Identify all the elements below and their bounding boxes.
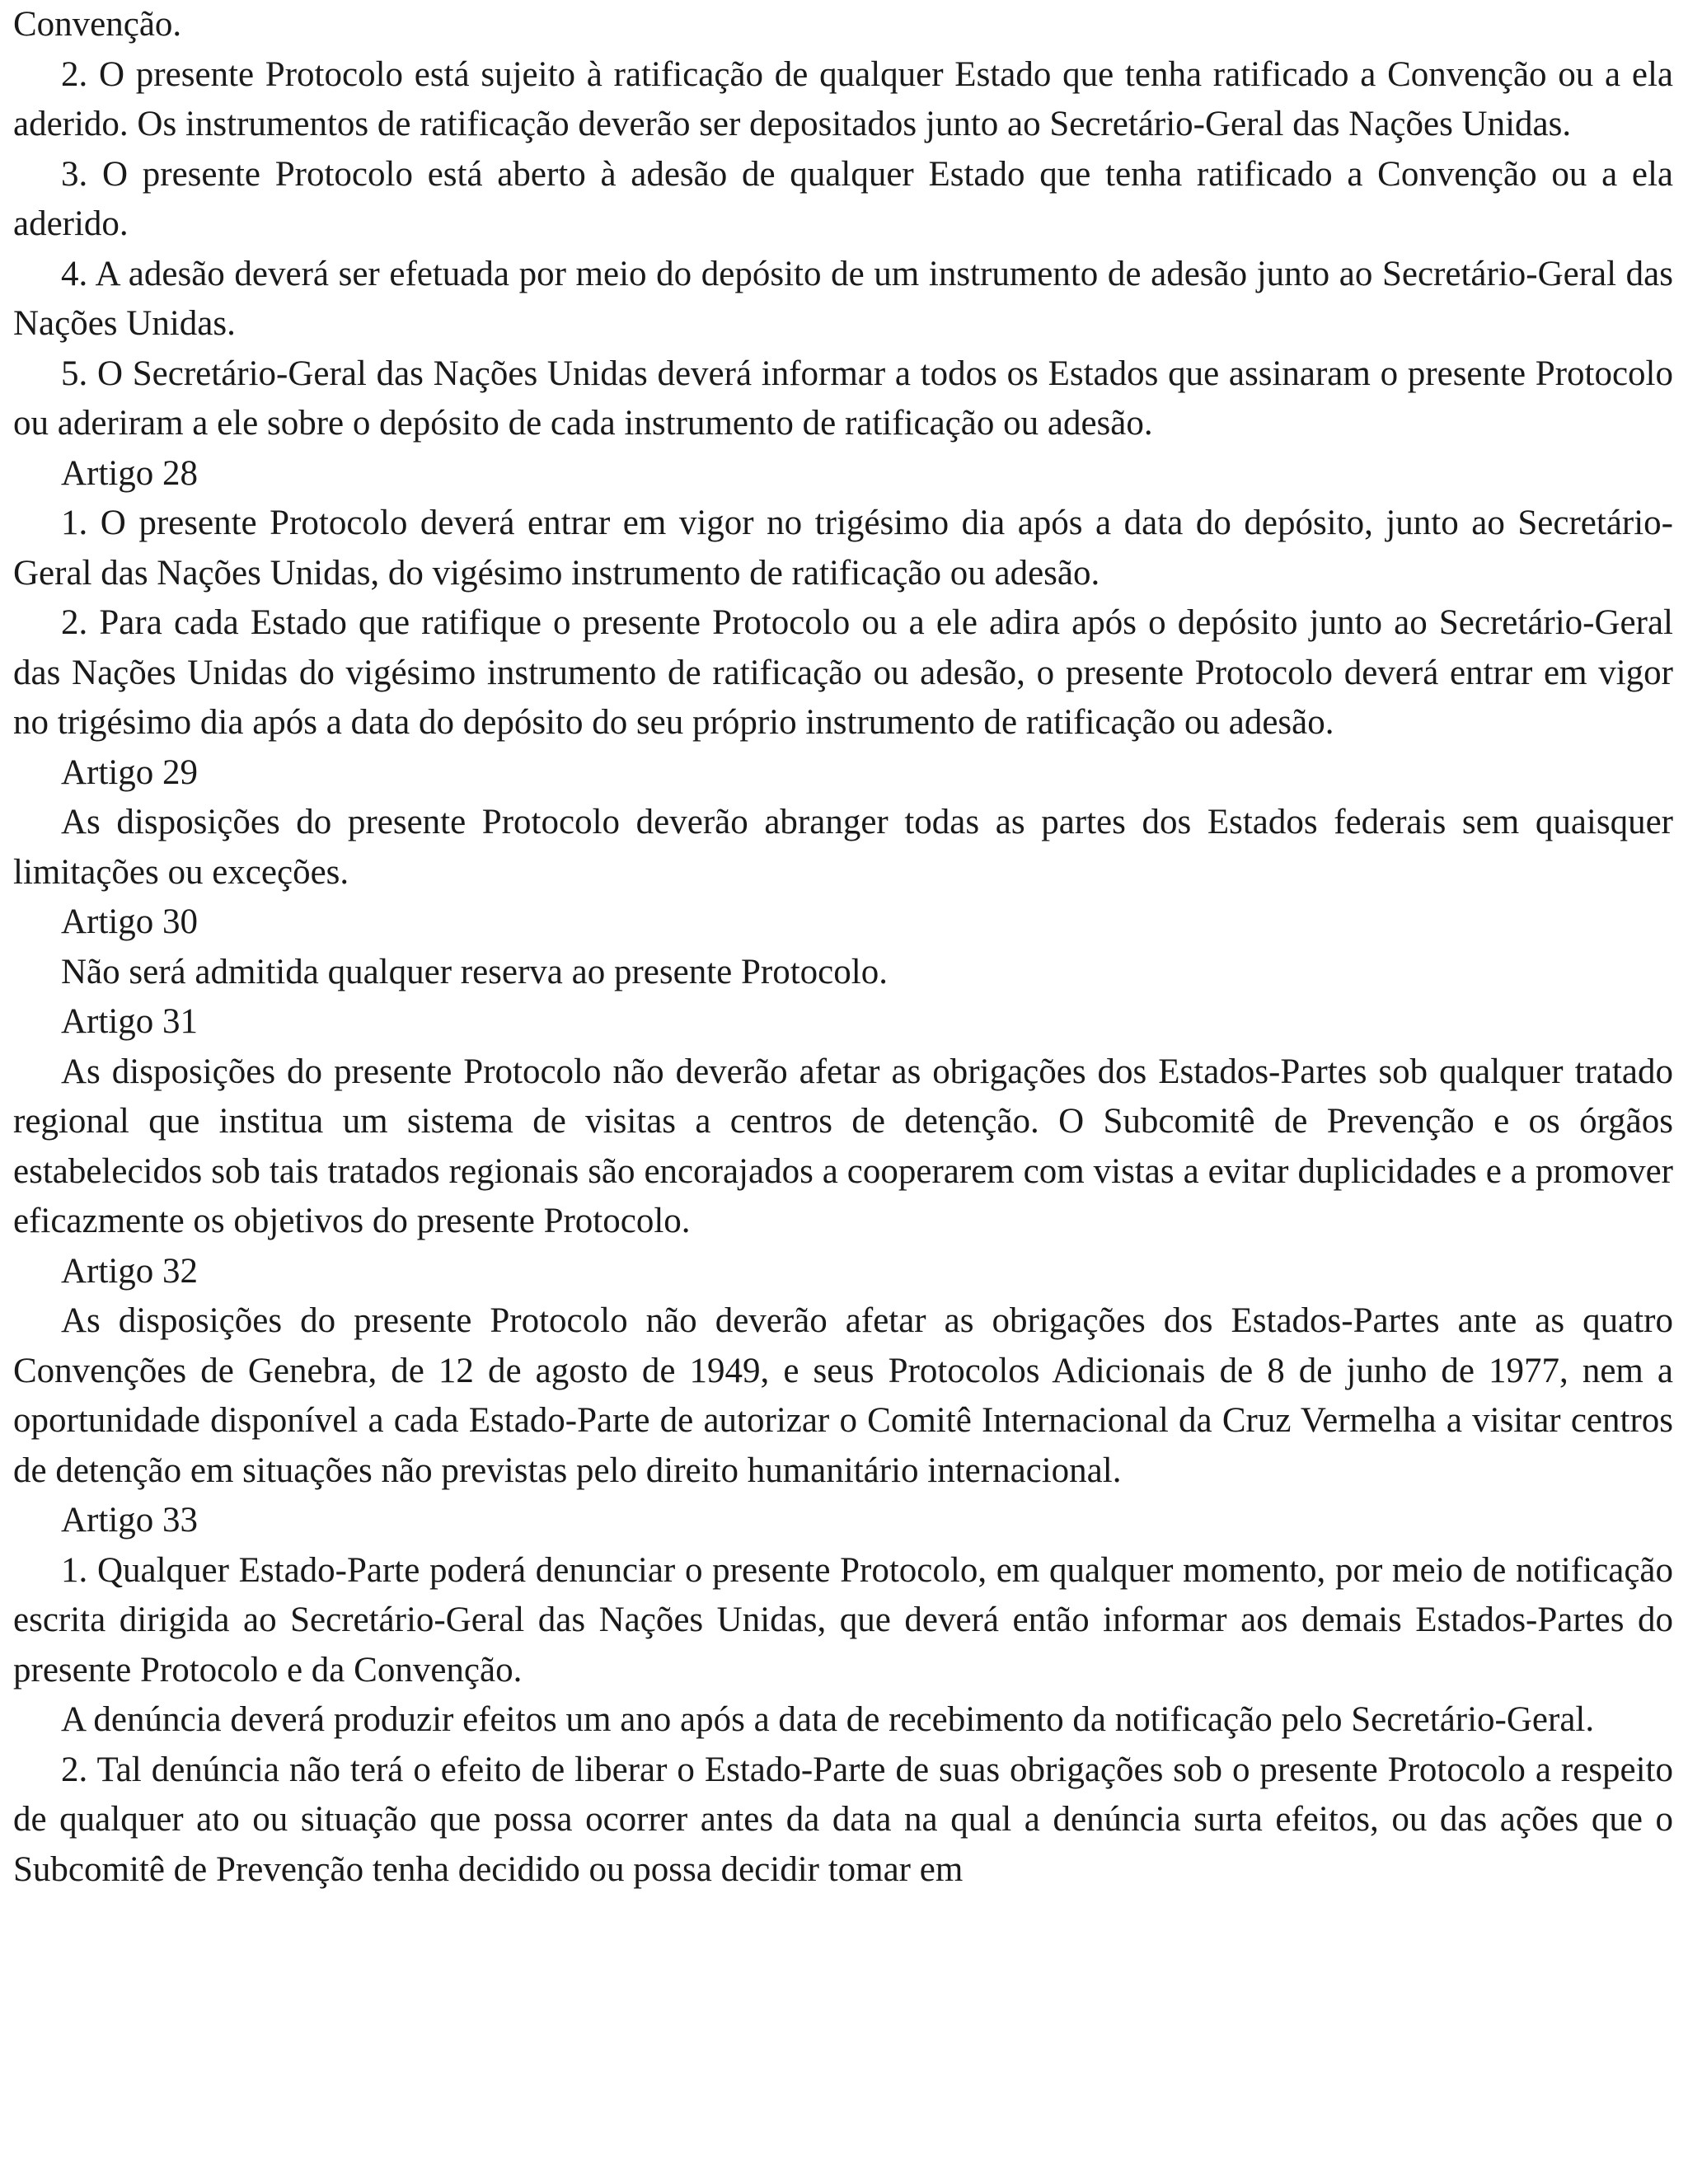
paragraph-article-33-item-2: 2. Tal denúncia não terá o efeito de liberar o Estado-Parte de suas obrigações sob o presente Protocolo a respeito de qualquer ato ou situação que possa ocorrer antes da data na qual a denúncia surta efeitos, ou das ações que o Subcomitê de Prevenção tenha decidido ou possa decidir tomar em <box>13 1750 1673 1889</box>
heading-article-29: Artigo 29 <box>61 752 199 792</box>
heading-article-33: Artigo 33 <box>61 1501 199 1540</box>
paragraph-article-28-item-1: 1. O presente Protocolo deverá entrar em vigor no trigésimo dia após a data do depósito, junto ao Secretário-Geral das Nações Unidas, do vigésimo instrumento de ratificação ou adesão. <box>13 504 1673 593</box>
paragraph-article-33-effect: A denúncia deverá produzir efeitos um ano após a data de recebimento da notificação pelo Secretário-Geral. <box>61 1700 1595 1739</box>
paragraph-article-29: As disposições do presente Protocolo deverão abranger todas as partes dos Estados federais sem quaisquer limitações ou exceções. <box>13 803 1673 892</box>
paragraph-article-27-item-5: 5. O Secretário-Geral das Nações Unidas deverá informar a todos os Estados que assinaram o presente Protocolo ou aderiram a ele sobre o depósito de cada instrumento de ratificação ou adesão. <box>13 354 1673 443</box>
document-page <box>13 0 1673 1895</box>
paragraph-article-32: As disposições do presente Protocolo não deverão afetar as obrigações dos Estados-Partes ante as quatro Convenções de Genebra, de 12 de agosto de 1949, e seus Protocolos Adicionais de 8 de junho de 1977, nem a oportunidade disponível a cada Estado-Parte de autorizar o Comitê Internacional da Cruz Vermelha a visitar centros de detenção em situações não previstas pelo direito humanitário internacional. <box>13 1301 1673 1490</box>
paragraph-article-27-item-2: 2. O presente Protocolo está sujeito à ratificação de qualquer Estado que tenha ratificado a Convenção ou a ela aderido. Os instrumentos de ratificação deverão ser depositados junto ao Secretário-Geral das Nações Unidas. <box>13 54 1673 143</box>
paragraph-article-27-item-3: 3. O presente Protocolo está aberto à adesão de qualquer Estado que tenha ratificado a Convenção ou a ela aderido. <box>13 154 1673 243</box>
paragraph-continuation: Convenção. <box>13 5 182 44</box>
paragraph-article-33-item-1: 1. Qualquer Estado-Parte poderá denunciar o presente Protocolo, em qualquer momento, por meio de notificação escrita dirigida ao Secretário-Geral das Nações Unidas, que deverá então informar aos demais Estados-Partes do presente Protocolo e da Convenção. <box>13 1550 1673 1690</box>
heading-article-30: Artigo 30 <box>61 902 199 941</box>
paragraph-article-31: As disposições do presente Protocolo não deverão afetar as obrigações dos Estados-Partes sob qualquer tratado regional que institua um sistema de visitas a centros de detenção. O Subcomitê de Prevenção e os órgãos estabelecidos sob tais tratados regionais são encorajados a cooperarem com vistas a evitar duplicidades e a promover eficazmente os objetivos do presente Protocolo. <box>13 1052 1673 1240</box>
heading-article-32: Artigo 32 <box>61 1251 199 1291</box>
heading-article-31: Artigo 31 <box>61 1002 199 1041</box>
paragraph-article-28-item-2: 2. Para cada Estado que ratifique o presente Protocolo ou a ele adira após o depósito junto ao Secretário-Geral das Nações Unidas do vigésimo instrumento de ratificação ou adesão, o presente Protocolo deverá entrar em vigor no trigésimo dia após a data do depósito do seu próprio instrumento de ratificação ou adesão. <box>13 603 1673 742</box>
paragraph-article-27-item-4: 4. A adesão deverá ser efetuada por meio do depósito de um instrumento de adesão junto ao Secretário-Geral das Nações Unidas. <box>13 254 1673 343</box>
paragraph-article-30: Não será admitida qualquer reserva ao presente Protocolo. <box>61 952 888 991</box>
heading-article-28: Artigo 28 <box>61 453 199 493</box>
